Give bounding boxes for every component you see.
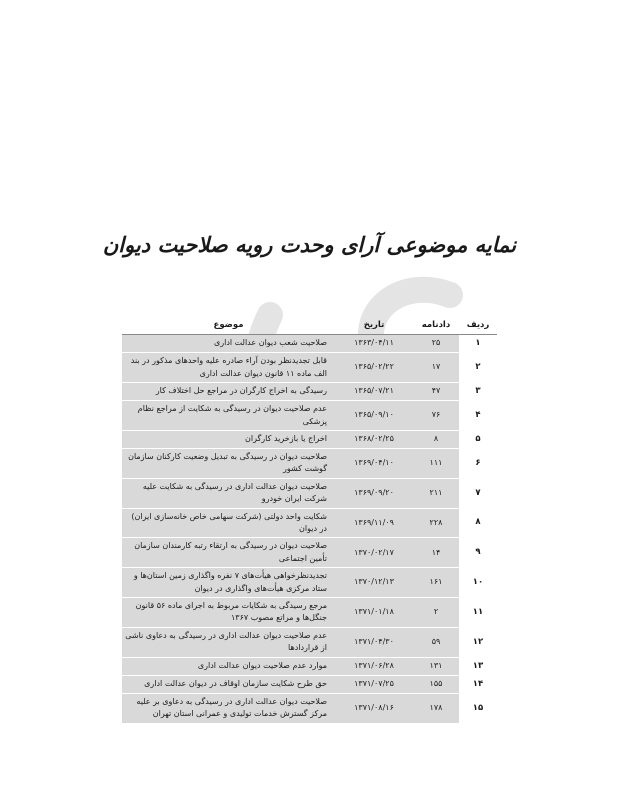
- subject-cell: صلاحیت دیوان عدالت اداری در رسیدگی به شکایت علیه شرکت ایران خودرو: [122, 478, 335, 508]
- date-cell: ۱۳۷۱/۰۴/۳۰: [335, 627, 413, 657]
- subject-cell: اخراج یا بازخرید کارگران: [122, 430, 335, 448]
- subject-cell: شکایت واحد دولتی (شرکت سهامی خاص خانه‌سازی ایران) در دیوان: [122, 508, 335, 538]
- table-row: [122, 657, 497, 675]
- table-row: [122, 449, 497, 479]
- rulings-table: [122, 318, 497, 724]
- row-number-cell: ۱۵: [459, 693, 497, 723]
- ruling-number-cell: ۱۷: [413, 353, 459, 383]
- subject-cell: صلاحیت شعب دیوان عدالت اداری: [122, 335, 335, 353]
- date-cell: ۱۳۷۱/۰۸/۱۶: [335, 693, 413, 723]
- row-number-cell: ۴: [459, 401, 497, 431]
- ruling-number-cell: ۲۵: [413, 335, 459, 353]
- date-cell: ۱۳۷۱/۰۱/۱۸: [335, 597, 413, 627]
- row-number-cell: ۱۲: [459, 627, 497, 657]
- table-row: [122, 675, 497, 693]
- ruling-number-cell: ۱۶۱: [413, 568, 459, 598]
- row-number-cell: ۳: [459, 382, 497, 400]
- rulings-table-container: [122, 318, 497, 724]
- subject-cell: موارد عدم صلاحیت دیوان عدالت اداری: [122, 657, 335, 675]
- ruling-number-cell: ۴۷: [413, 382, 459, 400]
- ruling-number-cell: ۱۷۸: [413, 693, 459, 723]
- table-row: [122, 382, 497, 400]
- date-cell: ۱۳۶۸/۰۲/۲۵: [335, 430, 413, 448]
- table-row: [122, 401, 497, 431]
- table-row: [122, 353, 497, 383]
- row-number-cell: ۱۰: [459, 568, 497, 598]
- ruling-number-cell: ۵۹: [413, 627, 459, 657]
- date-cell: ۱۳۶۳/۰۴/۱۱: [335, 335, 413, 353]
- page-title: نمایه موضوعی آرای وحدت رویه صلاحیت دیوان: [102, 232, 517, 257]
- table-row: [122, 538, 497, 568]
- table-row: [122, 478, 497, 508]
- ruling-number-cell: ۷۶: [413, 401, 459, 431]
- table-body: [122, 335, 497, 724]
- row-number-cell: ۶: [459, 449, 497, 479]
- date-cell: ۱۳۶۵/۰۷/۲۱: [335, 382, 413, 400]
- ruling-number-cell: ۸: [413, 430, 459, 448]
- subject-cell: صلاحیت دیوان در رسیدگی به تبدیل وضعیت کارکنان سازمان گوشت کشور: [122, 449, 335, 479]
- date-cell: ۱۳۷۱/۰۶/۲۸: [335, 657, 413, 675]
- table-row: [122, 430, 497, 448]
- subject-cell: رسیدگی به اخراج کارگران در مراجع حل اختلاف کار: [122, 382, 335, 400]
- row-number-cell: ۲: [459, 353, 497, 383]
- ruling-number-cell: ۱۱۱: [413, 449, 459, 479]
- row-number-cell: ۱: [459, 335, 497, 353]
- table-row: [122, 597, 497, 627]
- subject-cell: حق طرح شکایت سازمان اوقاف در دیوان عدالت اداری: [122, 675, 335, 693]
- date-cell: ۱۳۶۵/۰۲/۲۲: [335, 353, 413, 383]
- date-cell: ۱۳۷۰/۱۲/۱۳: [335, 568, 413, 598]
- header-subject: موضوع: [122, 318, 335, 335]
- header-date: تاریخ: [335, 318, 413, 335]
- header-row-number: ردیف: [459, 318, 497, 335]
- ruling-number-cell: ۱۵۵: [413, 675, 459, 693]
- table-row: [122, 693, 497, 723]
- subject-cell: عدم صلاحیت دیوان عدالت اداری در رسیدگی به دعاوی ناشی از قراردادها: [122, 627, 335, 657]
- ruling-number-cell: ۱۴: [413, 538, 459, 568]
- date-cell: ۱۳۷۱/۰۷/۲۵: [335, 675, 413, 693]
- subject-cell: صلاحیت دیوان در رسیدگی به ارتقاء رتبه کارمندان سازمان تأمین اجتماعی: [122, 538, 335, 568]
- ruling-number-cell: ۲: [413, 597, 459, 627]
- subject-cell: عدم صلاحیت دیوان در رسیدگی به شکایت از مراجع نظام پزشکی: [122, 401, 335, 431]
- date-cell: ۱۳۶۹/۰۴/۱۰: [335, 449, 413, 479]
- date-cell: ۱۳۷۰/۰۲/۱۷: [335, 538, 413, 568]
- subject-cell: صلاحیت دیوان عدالت اداری در رسیدگی به دعاوی بر علیه مرکز گسترش خدمات تولیدی و عمرانی استان تهران: [122, 693, 335, 723]
- date-cell: ۱۳۶۹/۰۹/۲۰: [335, 478, 413, 508]
- header-ruling-number: دادنامه: [413, 318, 459, 335]
- table-row: [122, 568, 497, 598]
- ruling-number-cell: ۱۳۱: [413, 657, 459, 675]
- row-number-cell: ۱۱: [459, 597, 497, 627]
- ruling-number-cell: ۲۲۸: [413, 508, 459, 538]
- ruling-number-cell: ۲۱۱: [413, 478, 459, 508]
- row-number-cell: ۸: [459, 508, 497, 538]
- row-number-cell: ۹: [459, 538, 497, 568]
- table-header-row: [122, 318, 497, 335]
- subject-cell: تجدیدنظرخواهی هیأت‌های ۷ نفره واگذاری زمین استان‌ها و ستاد مرکزی هیأت‌های واگذاری در دیوان: [122, 568, 335, 598]
- table-row: [122, 508, 497, 538]
- row-number-cell: ۱۳: [459, 657, 497, 675]
- date-cell: ۱۳۶۵/۰۹/۱۰: [335, 401, 413, 431]
- table-row: [122, 627, 497, 657]
- row-number-cell: ۵: [459, 430, 497, 448]
- table-row: [122, 335, 497, 353]
- subject-cell: قابل تجدیدنظر بودن آراء صادره علیه واحدهای مذکور در بند الف ماده ۱۱ قانون دیوان عدالت اداری: [122, 353, 335, 383]
- row-number-cell: ۷: [459, 478, 497, 508]
- subject-cell: مرجع رسیدگی به شکایات مربوط به اجرای ماده ۵۶ قانون جنگل‌ها و مراتع مصوب ۱۳۶۷: [122, 597, 335, 627]
- row-number-cell: ۱۴: [459, 675, 497, 693]
- date-cell: ۱۳۶۹/۱۱/۰۹: [335, 508, 413, 538]
